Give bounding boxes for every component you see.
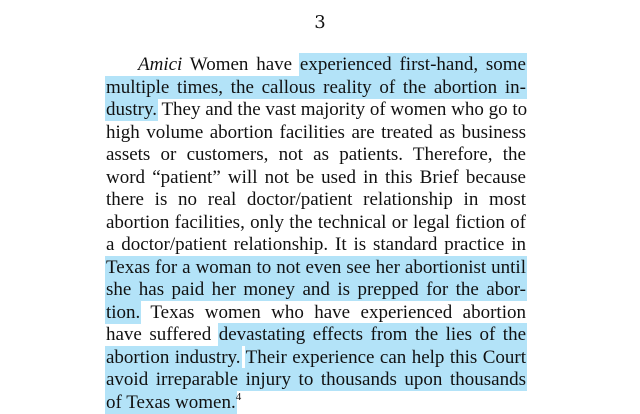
text-line-6: word “patient” will not be used in this Brief because [106,167,526,190]
text-line-15 [106,369,526,392]
highlight-span: avoid irreparable injury to thousands upon thousands [106,369,526,390]
text-line-8: abortion facilities, only the technical or legal fiction of [106,212,526,235]
highlight-span: abortion industry. [106,347,241,368]
page-number: 3 [0,12,640,34]
text-line-11 [106,279,526,302]
text-line-9: a doctor/patient relationship. It is standard practice in [106,234,526,257]
highlight-span: of Texas women. [106,392,236,413]
text-plain: have suffered [106,324,219,345]
text-line-12 [106,302,526,325]
text-line-16 [106,392,526,414]
text-line-2 [106,77,526,100]
highlight-span: she has paid her money and is prepped for the abor- [106,279,526,300]
text-line-13 [106,324,526,347]
text-line-14 [106,347,526,370]
text-plain: Women have [182,54,300,75]
text-line-4: high volume abortion facilities are treated as business [106,122,526,145]
highlight-span: Their experience can help this Court [246,347,526,368]
text-plain: They and the vast majority of women who go to [157,99,527,120]
highlight-span: multiple times, the callous reality of the abortion in- [106,77,526,98]
text-plain [241,347,246,368]
text-line-1 [106,54,526,77]
highlight-span: experienced first-hand, some [300,54,526,75]
highlight-span: Texas for a woman to not even see her abortionist until [106,257,526,278]
highlight-span: devastating effects from the lies of the [219,324,526,345]
brief-paragraph [106,54,526,414]
text-plain: Texas women who have experienced abortion [140,302,526,323]
highlight-span: tion. [106,302,140,323]
text-line-10 [106,257,526,280]
amici-italic: Amici [138,54,182,75]
text-line-3 [106,99,526,122]
text-line-5: assets or customers, not as patients. Therefore, the [106,144,526,167]
text-line-7: there is no real doctor/patient relationship in most [106,189,526,212]
highlight-span: dustry. [106,99,157,120]
footnote-reference[interactable]: 4 [236,391,242,403]
